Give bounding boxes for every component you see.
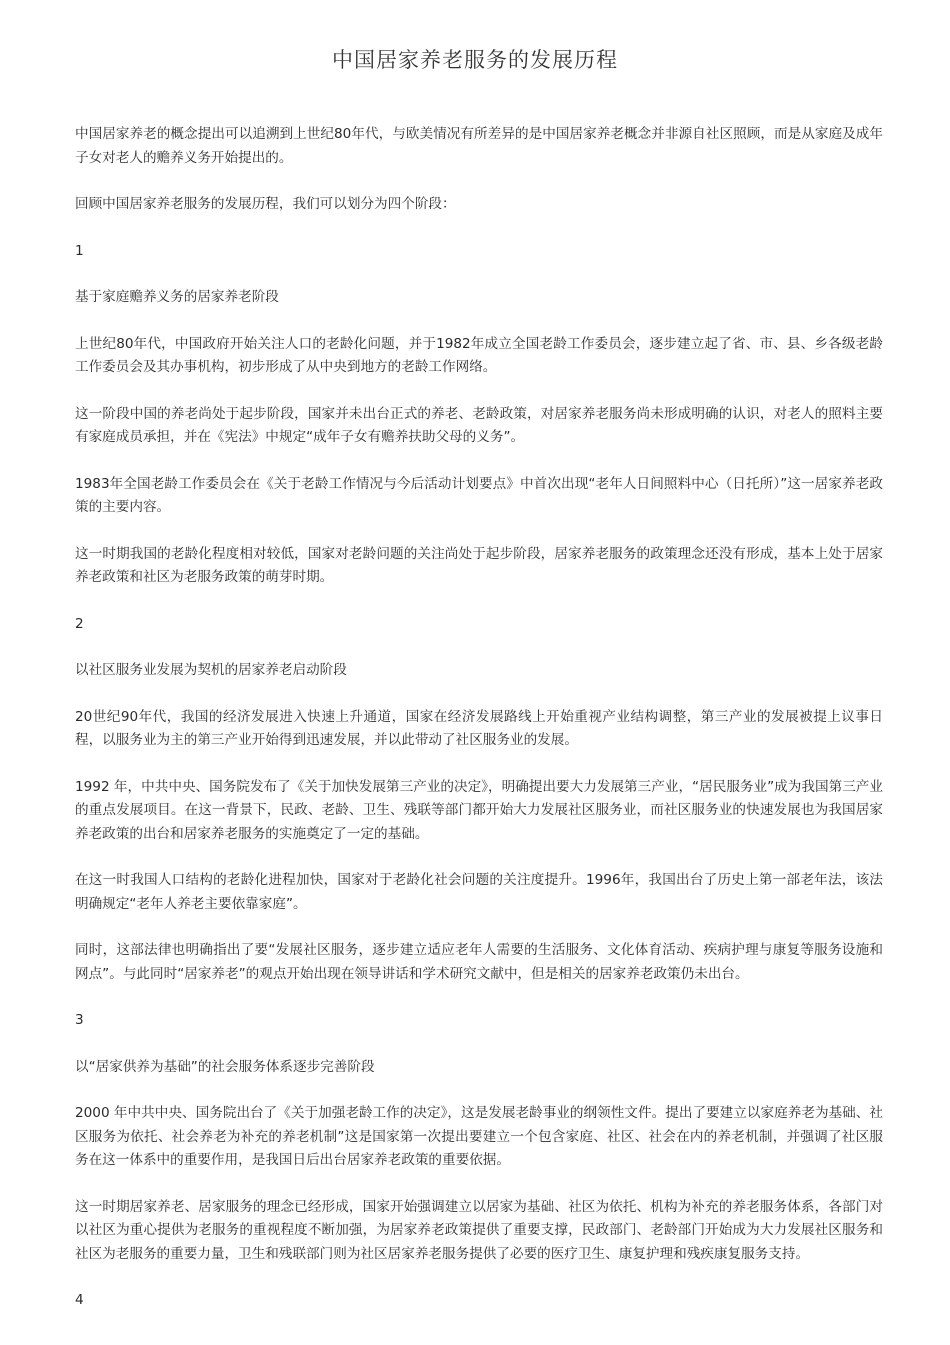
paragraph: 这一阶段中国的养老尚处于起步阶段，国家并未出台正式的养老、老龄政策，对居家养老服务尚未形成明确的认识，对老人的照料主要有家庭成员承担，并在《宪法》中规定“成年子女有赡养扶助父母的义务”。	[75, 405, 883, 445]
stage-number-4: 4	[75, 1292, 84, 1308]
paragraph: 1983年全国老龄工作委员会在《关于老龄工作情况与今后活动计划要点》中首次出现“老年人日间照料中心（日托所）”这一居家养老政策的主要内容。	[75, 475, 883, 515]
stage-number-1: 1	[75, 242, 84, 259]
stage-heading-1: 基于家庭赡养义务的居家养老阶段	[75, 289, 279, 305]
stage-heading-3: 以“居家供养为基础”的社会服务体系逐步完善阶段	[75, 1058, 375, 1075]
paragraph: 同时，这部法律也明确指出了要“发展社区服务，逐步建立适应老年人需要的生活服务、文化体育活动、疾病护理与康复等服务设施和网点”。与此同时“居家养老”的观点开始出现在领导讲话和学术研究文献中，但是相关的居家养老政策仍未出台。	[75, 942, 883, 982]
paragraph: 这一时期居家养老、居家服务的理念已经形成，国家开始强调建立以居家为基础、社区为依托、机构为补充的养老服务体系，各部门对以社区为重心提供为老服务的重视程度不断加强，为居家养老政策提供了重要支撑，民政部门、老龄部门开始成为大力发展社区服务和社区为老服务的重要力量，卫生和残联部门则为社区居家养老服务提供了必要的医疗卫生、康复护理和残疾康复服务支持。	[75, 1198, 883, 1262]
paragraph: 20世纪90年代，我国的经济发展进入快速上升通道，国家在经济发展路线上开始重视产业结构调整，第三产业的发展被提上议事日程，以服务业为主的第三产业开始得到迅速发展，并以此带动了社区服务业的发展。	[75, 708, 883, 748]
paragraph-stages-overview: 回顾中国居家养老服务的发展历程，我们可以划分为四个阶段：	[75, 196, 456, 212]
stage-number-3: 3	[75, 1012, 84, 1028]
paragraph: 2000 年中共中央、国务院出台了《关于加强老龄工作的决定》，这是发展老龄事业的纲领性文件。提出了要建立以家庭养老为基础、社区服务为依托、社会养老为补充的养老机制”这是国家第一次提出要建立一个包含家庭、社区、社会在内的养老机制，并强调了社区服务在这一体系中的重要作用，是我国日后出台居家养老政策的重要依据。	[75, 1105, 883, 1168]
document-title: 中国居家养老服务的发展历程	[332, 48, 618, 72]
paragraph-intro: 中国居家养老的概念提出可以追溯到上世纪80年代，与欧美情况有所差异的是中国居家养老概念并非源自社区照顾，而是从家庭及成年子女对老人的赡养义务开始提出的。	[75, 126, 883, 166]
stage-number-2: 2	[75, 615, 84, 632]
paragraph: 在这一时我国人口结构的老龄化进程加快，国家对于老龄化社会问题的关注度提升。1996年，我国出台了历史上第一部老年法，该法明确规定“老年人养老主要依靠家庭”。	[75, 872, 883, 912]
document-body	[75, 123, 883, 1336]
paragraph: 1992 年，中共中央、国务院发布了《关于加快发展第三产业的决定》，明确提出要大力发展第三产业，“居民服务业”成为我国第三产业的重点发展项目。在这一背景下，民政、老龄、卫生、残联等部门都开始大力发展社区服务业，而社区服务业的快速发展也为我国居家养老政策的出台和居家养老服务的实施奠定了一定的基础。	[75, 778, 883, 842]
stage-heading-2: 以社区服务业发展为契机的居家养老启动阶段	[75, 662, 347, 678]
paragraph: 上世纪80年代，中国政府开始关注人口的老龄化问题，并于1982年成立全国老龄工作委员会，逐步建立起了省、市、县、乡各级老龄工作委员会及其办事机构，初步形成了从中央到地方的老龄工作网络。	[75, 335, 883, 375]
paragraph: 这一时期我国的老龄化程度相对较低，国家对老龄问题的关注尚处于起步阶段，居家养老服务的政策理念还没有形成，基本上处于居家养老政策和社区为老服务政策的萌芽时期。	[75, 545, 883, 585]
